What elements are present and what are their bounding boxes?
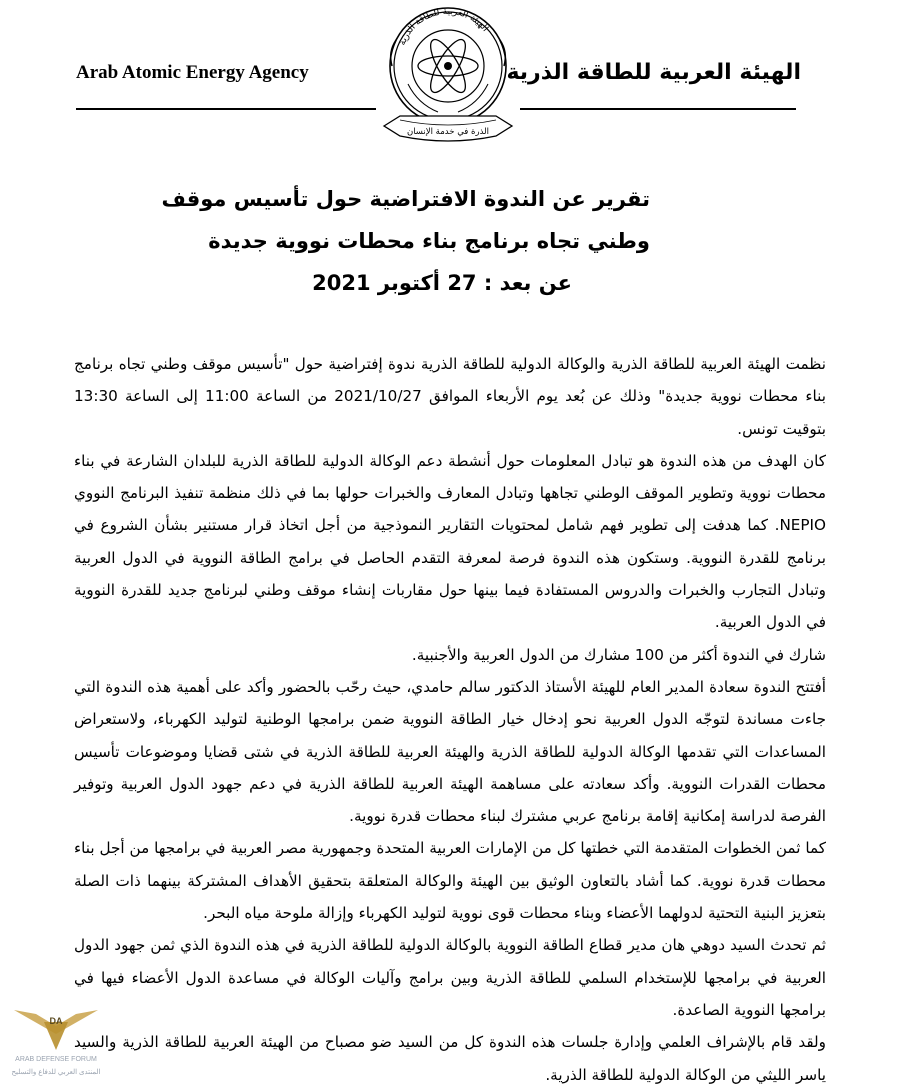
seal-motto: الذرة في خدمة الإنسان <box>406 127 490 137</box>
paragraph-iaea-speech: ثم تحدث السيد دوهي هان مدير قطاع الطاقة النووية بالوكالة الدولية للطاقة الذرية في هذه الندوة الذي ثمن جهود الدول العربية في برامجها للإستخدام السلمي للطاقة الذرية وبين برامج وآليات الوكالة في مساعدة الدول الأعضاء فيها في برامجها النووية الصاعدة. <box>74 936 826 1019</box>
paragraph-supervision: ولقد قام بالإشراف العلمي وإدارة جلسات هذه الندوة كل من السيد ضو مصباح من الهيئة العربية للطاقة الذرية والسيد ياسر الليثي من الوكالة الدولية للطاقة الذرية. <box>74 1033 826 1084</box>
forum-name-arabic: المنتدى العربي للدفاع والتسليح <box>11 1069 101 1076</box>
report-title <box>100 178 650 304</box>
forum-name-english: ARAB DEFENSE FORUM <box>15 1056 97 1063</box>
arab-defense-forum-watermark <box>6 1004 106 1080</box>
forum-emblem-icon <box>6 1004 106 1054</box>
agency-name-english: Arab Atomic Energy Agency <box>76 62 309 83</box>
paragraph-opening: أفتتح الندوة سعادة المدير العام للهيئة الأستاذ الدكتور سالم حامدي، حيث رحّب بالحضور وأكد على أهمية هذه الندوة التي جاءت مساندة لتوجّه الدول العربية نحو إدخال خيار الطاقة النووية ضمن برامجها الوطنية لتوليد الكهرباء، ولاستعراض المساعدات التي تقدمها الوكالة الدولية للطاقة الذرية والهيئة العربية للطاقة الذرية في شتى قضايا وموضوعات تأسيس محطات القدرات النووية. وأكد سعادته على مساهمة الهيئة العربية للطاقة الذرية في دعم جهود الدول العربية وتوفير الفرصة لدراسة إمكانية إقامة برنامج عربي مشترك لبناء محطات قدرة نووية. <box>74 677 826 826</box>
title-line-date: عن بعد : 27 أكتوبر 2021 <box>312 271 572 295</box>
agency-seal-logo <box>378 4 518 154</box>
agency-name-arabic: الهيئة العربية للطاقة الذرية <box>506 60 801 85</box>
title-line-1: تقرير عن الندوة الافتراضية حول تأسيس موقف <box>161 187 650 211</box>
paragraph-participants: شارك في الندوة أكثر من 100 مشارك من الدول العربية والأجنبية. <box>411 645 826 664</box>
header-rule-left <box>76 108 376 110</box>
header-rule-right <box>520 108 796 110</box>
letterhead <box>0 0 897 170</box>
paragraph-goal: كان الهدف من هذه الندوة هو تبادل المعلومات حول أنشطة دعم الوكالة الدولية للطاقة الذرية للبلدان الشارعة في بناء محطات نووية وتطوير الموقف الوطني تجاهها وتبادل المعارف والخبرات حولها بما في ذلك منظمة تنفيذ البرنامج النووي NEPIO. كما هدفت إلى تطوير فهم شامل لمحتويات التقارير النموذجية من أجل اتخاذ قرار مستنير بشأن الشروع في برنامج للقدرة النووية. وستكون هذه الندوة فرصة لمعرفة التقدم الحاصل في برامج الطاقة النووية في الدول العربية وتبادل التجارب والخبرات والدروس المستفادة فيما بينها حول مقاربات إنشاء موقف وطني لبرنامج جديد للقدرة النووية في الدول العربية. <box>74 451 826 632</box>
paragraph-intro: نظمت الهيئة العربية للطاقة الذرية والوكالة الدولية للطاقة الذرية ندوة إفتراضية حول "تأسيس موقف وطني تجاه برنامج بناء محطات نووية جديدة" وذلك عن بُعد يوم الأربعاء الموافق 2021/10/27 من الساعة 11:00 إلى الساعة 13:30 بتوقيت تونس. <box>74 355 826 438</box>
paragraph-achievements: كما ثمن الخطوات المتقدمة التي خطتها كل من الإمارات العربية المتحدة وجمهورية مصر العربية في برامجها من أجل بناء محطات قدرة نووية. كما أشاد بالتعاون الوثيق بين الهيئة والوكالة المتعلقة بتحقيق الأهداف المشتركة بينهما ذات الصلة بتعزيز البنية التحتية لدولهما الأعضاء وبناء محطات قوى نووية لتوليد الكهرباء وإزالة ملوحة مياه البحر. <box>74 839 826 923</box>
title-line-2: وطني تجاه برنامج بناء محطات نووية جديدة <box>208 229 650 253</box>
report-body <box>74 348 826 1091</box>
svg-text:DA: DA <box>49 1016 63 1026</box>
seal-ring-text: الهيئة العربية للطاقة الذرية <box>397 6 490 47</box>
